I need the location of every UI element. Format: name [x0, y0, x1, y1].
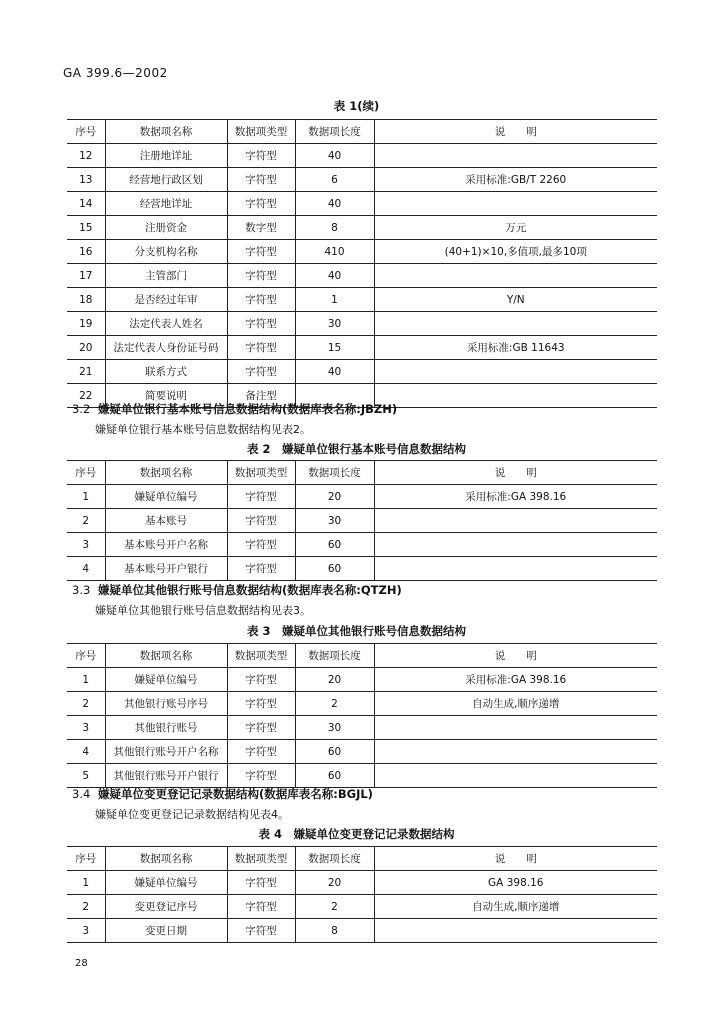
- table-cell: [374, 557, 657, 581]
- table-cell: 采用标准:GA 398.16: [374, 485, 657, 509]
- table-row: [67, 716, 657, 740]
- table-cell: 字符型: [227, 895, 295, 919]
- table-cell: 410: [295, 240, 374, 264]
- table-cell: 40: [295, 192, 374, 216]
- table-cell: 30: [295, 312, 374, 336]
- table-row: [67, 919, 657, 943]
- column-header: 数据项名称: [105, 847, 227, 871]
- table-cell: 21: [67, 360, 105, 384]
- table-row: [67, 168, 657, 192]
- table-cell: 13: [67, 168, 105, 192]
- table-cell: [374, 384, 657, 408]
- table-cell: 字符型: [227, 764, 295, 788]
- table-cell: 4: [67, 557, 105, 581]
- table-cell: 字符型: [227, 264, 295, 288]
- table-cell: GA 398.16: [374, 871, 657, 895]
- table-cell: [374, 192, 657, 216]
- table-cell: 其他银行账号开户银行: [105, 764, 227, 788]
- table-header-row: [67, 120, 657, 144]
- table-cell: 基本账号: [105, 509, 227, 533]
- section-number: 3.4: [72, 787, 91, 801]
- table-cell: 基本账号开户银行: [105, 557, 227, 581]
- table-cell: [374, 144, 657, 168]
- table-cell: 14: [67, 192, 105, 216]
- column-header: 说 明: [374, 847, 657, 871]
- table-row: [67, 312, 657, 336]
- table-cell: 其他银行账号开户名称: [105, 740, 227, 764]
- table-cell: 20: [295, 485, 374, 509]
- table-cell: 其他银行账号: [105, 716, 227, 740]
- table-row: [67, 485, 657, 509]
- table-cell: 3: [67, 919, 105, 943]
- table-row: [67, 216, 657, 240]
- table-cell: 字符型: [227, 668, 295, 692]
- column-header: 数据项名称: [105, 644, 227, 668]
- table-row: [67, 192, 657, 216]
- table-cell: 19: [67, 312, 105, 336]
- section-title: 嫌疑单位银行基本账号信息数据结构(数据库表名称:JBZH): [98, 402, 398, 416]
- table-cell: [374, 764, 657, 788]
- table-cell: 变更登记序号: [105, 895, 227, 919]
- section-3-3-paragraph: 嫌疑单位其他银行账号信息数据结构见表3。: [95, 604, 311, 617]
- table-cell: 采用标准:GB 11643: [374, 336, 657, 360]
- table-cell: 嫌疑单位编号: [105, 485, 227, 509]
- table-cell: 联系方式: [105, 360, 227, 384]
- table-1: [67, 119, 657, 408]
- table-cell: 备注型: [227, 384, 295, 408]
- table-cell: 5: [67, 764, 105, 788]
- section-title: 嫌疑单位其他银行账号信息数据结构(数据库表名称:QTZH): [98, 583, 402, 597]
- table-cell: 法定代表人姓名: [105, 312, 227, 336]
- table-1-caption: 表 1(续): [333, 99, 380, 113]
- table-cell: 1: [67, 668, 105, 692]
- table-cell: 17: [67, 264, 105, 288]
- table-row: [67, 692, 657, 716]
- column-header: 序号: [67, 847, 105, 871]
- table-4: [67, 846, 657, 943]
- table-cell: 字符型: [227, 692, 295, 716]
- table-cell: 注册地详址: [105, 144, 227, 168]
- table-cell: 是否经过年审: [105, 288, 227, 312]
- column-header: 说 明: [374, 120, 657, 144]
- table-cell: 2: [67, 692, 105, 716]
- table-cell: 自动生成,顺序递增: [374, 895, 657, 919]
- table-cell: 2: [67, 895, 105, 919]
- table-cell: 20: [67, 336, 105, 360]
- column-header: 数据项名称: [105, 120, 227, 144]
- table-row: [67, 740, 657, 764]
- table-header-row: [67, 847, 657, 871]
- table-cell: 4: [67, 740, 105, 764]
- table-cell: [374, 533, 657, 557]
- table-cell: 字符型: [227, 533, 295, 557]
- table-cell: 数字型: [227, 216, 295, 240]
- table-row: [67, 533, 657, 557]
- table-cell: 8: [295, 919, 374, 943]
- table-cell: 3: [67, 716, 105, 740]
- table-cell: 60: [295, 740, 374, 764]
- table-row: [67, 557, 657, 581]
- column-header: 说 明: [374, 461, 657, 485]
- table-cell: 40: [295, 144, 374, 168]
- table-cell: 字符型: [227, 871, 295, 895]
- table-cell: 22: [67, 384, 105, 408]
- table-cell: 字符型: [227, 919, 295, 943]
- table-cell: 30: [295, 716, 374, 740]
- table-header-row: [67, 461, 657, 485]
- table-cell: 15: [67, 216, 105, 240]
- table-cell: 主管部门: [105, 264, 227, 288]
- column-header: 数据项类型: [227, 644, 295, 668]
- table-cell: 20: [295, 871, 374, 895]
- table-cell: 自动生成,顺序递增: [374, 692, 657, 716]
- table-cell: 字符型: [227, 716, 295, 740]
- table-3: [67, 643, 657, 788]
- column-header: 数据项长度: [295, 644, 374, 668]
- table-cell: 基本账号开户名称: [105, 533, 227, 557]
- table-cell: 12: [67, 144, 105, 168]
- table-2: [67, 460, 657, 581]
- table-cell: 2: [295, 692, 374, 716]
- table-cell: 字符型: [227, 740, 295, 764]
- table-cell: [374, 509, 657, 533]
- table-row: [67, 509, 657, 533]
- table-cell: 经营地行政区划: [105, 168, 227, 192]
- column-header: 数据项长度: [295, 120, 374, 144]
- page-number: 28: [75, 958, 88, 969]
- section-3-2-heading: [72, 401, 397, 417]
- table-cell: 60: [295, 533, 374, 557]
- column-header: 数据项名称: [105, 461, 227, 485]
- table-row: [67, 336, 657, 360]
- table-cell: 万元: [374, 216, 657, 240]
- table-cell: 采用标准:GB/T 2260: [374, 168, 657, 192]
- table-cell: [374, 360, 657, 384]
- table-cell: 40: [295, 360, 374, 384]
- table-cell: 16: [67, 240, 105, 264]
- table-cell: 18: [67, 288, 105, 312]
- table-cell: 1: [67, 485, 105, 509]
- table-row: [67, 871, 657, 895]
- column-header: 数据项类型: [227, 847, 295, 871]
- table-cell: 变更日期: [105, 919, 227, 943]
- table-2-caption: 表 2 嫌疑单位银行基本账号信息数据结构: [246, 442, 466, 456]
- table-4-caption: 表 4 嫌疑单位变更登记记录数据结构: [258, 827, 455, 841]
- section-3-4-paragraph: 嫌疑单位变更登记记录数据结构见表4。: [95, 808, 289, 821]
- column-header: 数据项长度: [295, 847, 374, 871]
- section-number: 3.2: [72, 402, 91, 416]
- table-cell: [374, 740, 657, 764]
- table-3-caption: 表 3 嫌疑单位其他银行账号信息数据结构: [246, 624, 466, 638]
- table-row: [67, 240, 657, 264]
- column-header: 序号: [67, 461, 105, 485]
- table-cell: 字符型: [227, 509, 295, 533]
- table-cell: 字符型: [227, 192, 295, 216]
- table-cell: 8: [295, 216, 374, 240]
- table-cell: 简要说明: [105, 384, 227, 408]
- section-3-3-heading: [72, 582, 402, 598]
- table-cell: [374, 312, 657, 336]
- section-3-2-paragraph: 嫌疑单位银行基本账号信息数据结构见表2。: [95, 423, 311, 436]
- table-cell: 字符型: [227, 485, 295, 509]
- table-cell: 嫌疑单位编号: [105, 668, 227, 692]
- table-cell: [374, 716, 657, 740]
- table-cell: 1: [67, 871, 105, 895]
- column-header: 数据项类型: [227, 461, 295, 485]
- table-cell: 60: [295, 764, 374, 788]
- table-cell: 60: [295, 557, 374, 581]
- table-cell: 40: [295, 264, 374, 288]
- table-cell: 字符型: [227, 557, 295, 581]
- table-cell: 字符型: [227, 312, 295, 336]
- table-cell: 字符型: [227, 336, 295, 360]
- table-cell: 注册资金: [105, 216, 227, 240]
- column-header: 数据项长度: [295, 461, 374, 485]
- table-cell: 字符型: [227, 168, 295, 192]
- table-row: [67, 264, 657, 288]
- table-cell: 法定代表人身份证号码: [105, 336, 227, 360]
- table-cell: 分支机构名称: [105, 240, 227, 264]
- column-header: 数据项类型: [227, 120, 295, 144]
- table-cell: (40+1)×10,多值项,最多10项: [374, 240, 657, 264]
- table-row: [67, 288, 657, 312]
- table-row: [67, 895, 657, 919]
- table-cell: Y/N: [374, 288, 657, 312]
- table-cell: 字符型: [227, 360, 295, 384]
- table-cell: 2: [67, 509, 105, 533]
- table-cell: 2: [295, 895, 374, 919]
- column-header: 说 明: [374, 644, 657, 668]
- column-header: 序号: [67, 644, 105, 668]
- table-row: [67, 144, 657, 168]
- section-number: 3.3: [72, 583, 91, 597]
- table-cell: [374, 264, 657, 288]
- table-cell: 3: [67, 533, 105, 557]
- standard-code-header: GA 399.6—2002: [63, 66, 168, 80]
- table-cell: 采用标准:GA 398.16: [374, 668, 657, 692]
- table-cell: 嫌疑单位编号: [105, 871, 227, 895]
- table-row: [67, 764, 657, 788]
- table-cell: 经营地详址: [105, 192, 227, 216]
- table-cell: [374, 919, 657, 943]
- table-cell: 字符型: [227, 240, 295, 264]
- table-cell: 20: [295, 668, 374, 692]
- table-cell: 30: [295, 509, 374, 533]
- table-header-row: [67, 644, 657, 668]
- table-cell: 15: [295, 336, 374, 360]
- column-header: 序号: [67, 120, 105, 144]
- table-cell: 其他银行账号序号: [105, 692, 227, 716]
- table-row: [67, 360, 657, 384]
- table-cell: 字符型: [227, 288, 295, 312]
- section-title: 嫌疑单位变更登记记录数据结构(数据库表名称:BGJL): [98, 787, 373, 801]
- table-cell: 6: [295, 168, 374, 192]
- table-row: [67, 668, 657, 692]
- section-3-4-heading: [72, 786, 373, 802]
- table-cell: 字符型: [227, 144, 295, 168]
- table-cell: 1: [295, 288, 374, 312]
